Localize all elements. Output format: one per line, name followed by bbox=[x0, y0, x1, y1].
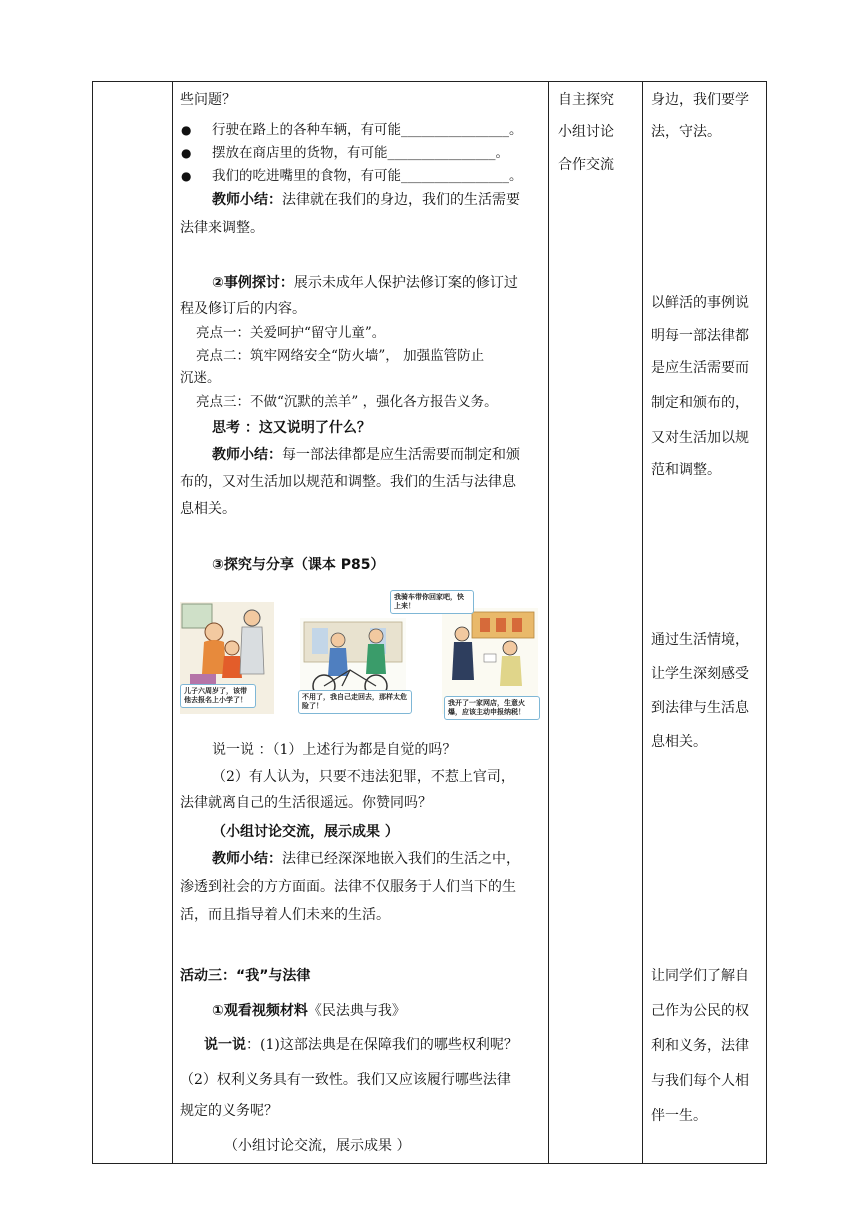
teacher-summary-3 bbox=[212, 849, 520, 869]
discussion-question-2: （2）有人认为，只要不违法犯罪，不惹上官司， bbox=[212, 769, 515, 785]
summary-text: 每一部法律都是应生活需要而制定和颁 bbox=[282, 447, 520, 463]
purpose-line: 明每一部法律都 bbox=[651, 328, 749, 344]
highlight-1: 亮点一：关爱呵护“留守儿童”。 bbox=[196, 325, 386, 341]
teacher-summary-1 bbox=[212, 190, 520, 210]
summary-text: 法律就在我们的身边，我们的生活需要 bbox=[282, 192, 520, 208]
teacher-summary-2-cont: 布的，又对生活加以规范和调整。我们的生活与法律息 bbox=[180, 474, 516, 490]
teacher-summary-3-cont: 活，而且指导着人们未来的生活。 bbox=[180, 907, 390, 923]
speech-bubble: 不用了，我自己走回去，那样太危险了！ bbox=[298, 690, 412, 714]
teacher-summary-2 bbox=[212, 445, 520, 465]
purpose-line: 息相关。 bbox=[651, 734, 707, 750]
highlight-2-cont: 沉迷。 bbox=[180, 370, 221, 386]
method-item: 小组讨论 bbox=[558, 124, 614, 140]
purpose-line: 身边，我们要学 bbox=[651, 92, 749, 108]
purpose-line: 伴一生。 bbox=[651, 1108, 707, 1124]
group-discussion-note: （小组讨论交流，展示成果 ） bbox=[224, 1138, 411, 1154]
activity-3-question-2-cont: 规定的义务呢？ bbox=[180, 1103, 278, 1119]
discussion-question-1: 说一说 ：（1）上述行为都是自觉的吗？ bbox=[212, 742, 457, 758]
bullet-dot: ● bbox=[181, 146, 192, 160]
highlight-2: 亮点二：筑牢网络安全“防火墙”， 加强监管防止 bbox=[196, 348, 485, 364]
think-question: 思考 ：这又说明了什么？ bbox=[212, 420, 371, 436]
table-col-border-1 bbox=[92, 81, 93, 1164]
purpose-line: 通过生活情境， bbox=[651, 632, 749, 648]
teacher-summary-2-cont: 息相关。 bbox=[180, 501, 236, 517]
video-material bbox=[212, 1001, 406, 1021]
method-item: 合作交流 bbox=[558, 157, 614, 173]
table-col-border-3 bbox=[548, 81, 549, 1164]
video-title: 《民法典与我》 bbox=[307, 1003, 406, 1019]
comic-illustration bbox=[180, 590, 538, 722]
purpose-line: 又对生活加以规 bbox=[651, 430, 749, 446]
bullet-item: 我们的吃进嘴里的食物，有可能________________。 bbox=[212, 168, 523, 184]
purpose-line: 到法律与生活息 bbox=[651, 700, 749, 716]
say-label: 说一说 bbox=[204, 1037, 246, 1053]
activity-3-question-2: （2）权利义务具有一致性。我们又应该履行哪些法律 bbox=[180, 1072, 511, 1088]
bullet-dot: ● bbox=[181, 169, 192, 183]
teacher-summary-1-cont: 法律来调整。 bbox=[180, 220, 264, 236]
activity-3-question-1 bbox=[204, 1035, 518, 1055]
purpose-line: 制定和颁布的， bbox=[651, 395, 749, 411]
case-text: 展示未成年人保护法修订案的修订过 bbox=[293, 275, 518, 291]
method-item: 自主探究 bbox=[558, 92, 614, 108]
case-study-cont: 程及修订后的内容。 bbox=[180, 301, 306, 317]
say-text: ：(1)这部法典是在保障我们的哪些权利呢？ bbox=[246, 1037, 518, 1053]
summary-label: 教师小结： bbox=[212, 447, 282, 463]
discussion-question-2-cont: 法律就离自己的生活很遥远。你赞同吗？ bbox=[180, 795, 432, 811]
bullet-dot: ● bbox=[181, 123, 192, 137]
highlight-3: 亮点三：不做“沉默的羔羊” ，强化各方报告义务。 bbox=[196, 394, 498, 410]
summary-label: 教师小结： bbox=[212, 192, 282, 208]
purpose-line: 范和调整。 bbox=[651, 462, 721, 478]
speech-bubble: 我开了一家网店，生意火爆，应该主动申报纳税！ bbox=[444, 696, 540, 720]
table-col-border-4 bbox=[642, 81, 643, 1164]
summary-label: 教师小结： bbox=[212, 851, 282, 867]
speech-bubble: 我骑车带你回家吧，快上来！ bbox=[390, 590, 474, 614]
purpose-line: 让学生深刻感受 bbox=[651, 666, 749, 682]
speech-bubble: 儿子六周岁了，该带他去报名上小学了！ bbox=[180, 684, 256, 708]
table-bottom-border bbox=[92, 1163, 767, 1164]
purpose-line: 与我们每个人相 bbox=[651, 1073, 749, 1089]
bullet-item: 摆放在商店里的货物，有可能________________。 bbox=[212, 145, 509, 161]
purpose-line: 己作为公民的权 bbox=[651, 1003, 749, 1019]
case-study bbox=[212, 273, 518, 293]
purpose-line: 是应生活需要而 bbox=[651, 360, 749, 376]
table-col-border-2 bbox=[172, 81, 173, 1164]
explore-title: ③探究与分享（课本 P85） bbox=[212, 557, 385, 573]
purpose-line: 让同学们了解自 bbox=[651, 968, 749, 984]
video-label: ①观看视频材料 bbox=[212, 1003, 308, 1019]
intro-tail: 些问题？ bbox=[180, 92, 236, 108]
activity-3-title: 活动三：“我”与法律 bbox=[180, 968, 311, 984]
case-label: ②事例探讨： bbox=[212, 275, 294, 291]
bullet-item: 行驶在路上的各种车辆，有可能________________。 bbox=[212, 122, 523, 138]
purpose-line: 以鲜活的事例说 bbox=[651, 295, 749, 311]
table-col-border-5 bbox=[766, 81, 767, 1164]
group-discussion-note: （小组讨论交流，展示成果 ） bbox=[212, 824, 399, 840]
summary-text: 法律已经深深地嵌入我们的生活之中， bbox=[282, 851, 520, 867]
purpose-line: 法，守法。 bbox=[651, 124, 721, 140]
teacher-summary-3-cont: 渗透到社会的方方面面。法律不仅服务于人们当下的生 bbox=[180, 879, 516, 895]
purpose-line: 利和义务，法律 bbox=[651, 1038, 749, 1054]
